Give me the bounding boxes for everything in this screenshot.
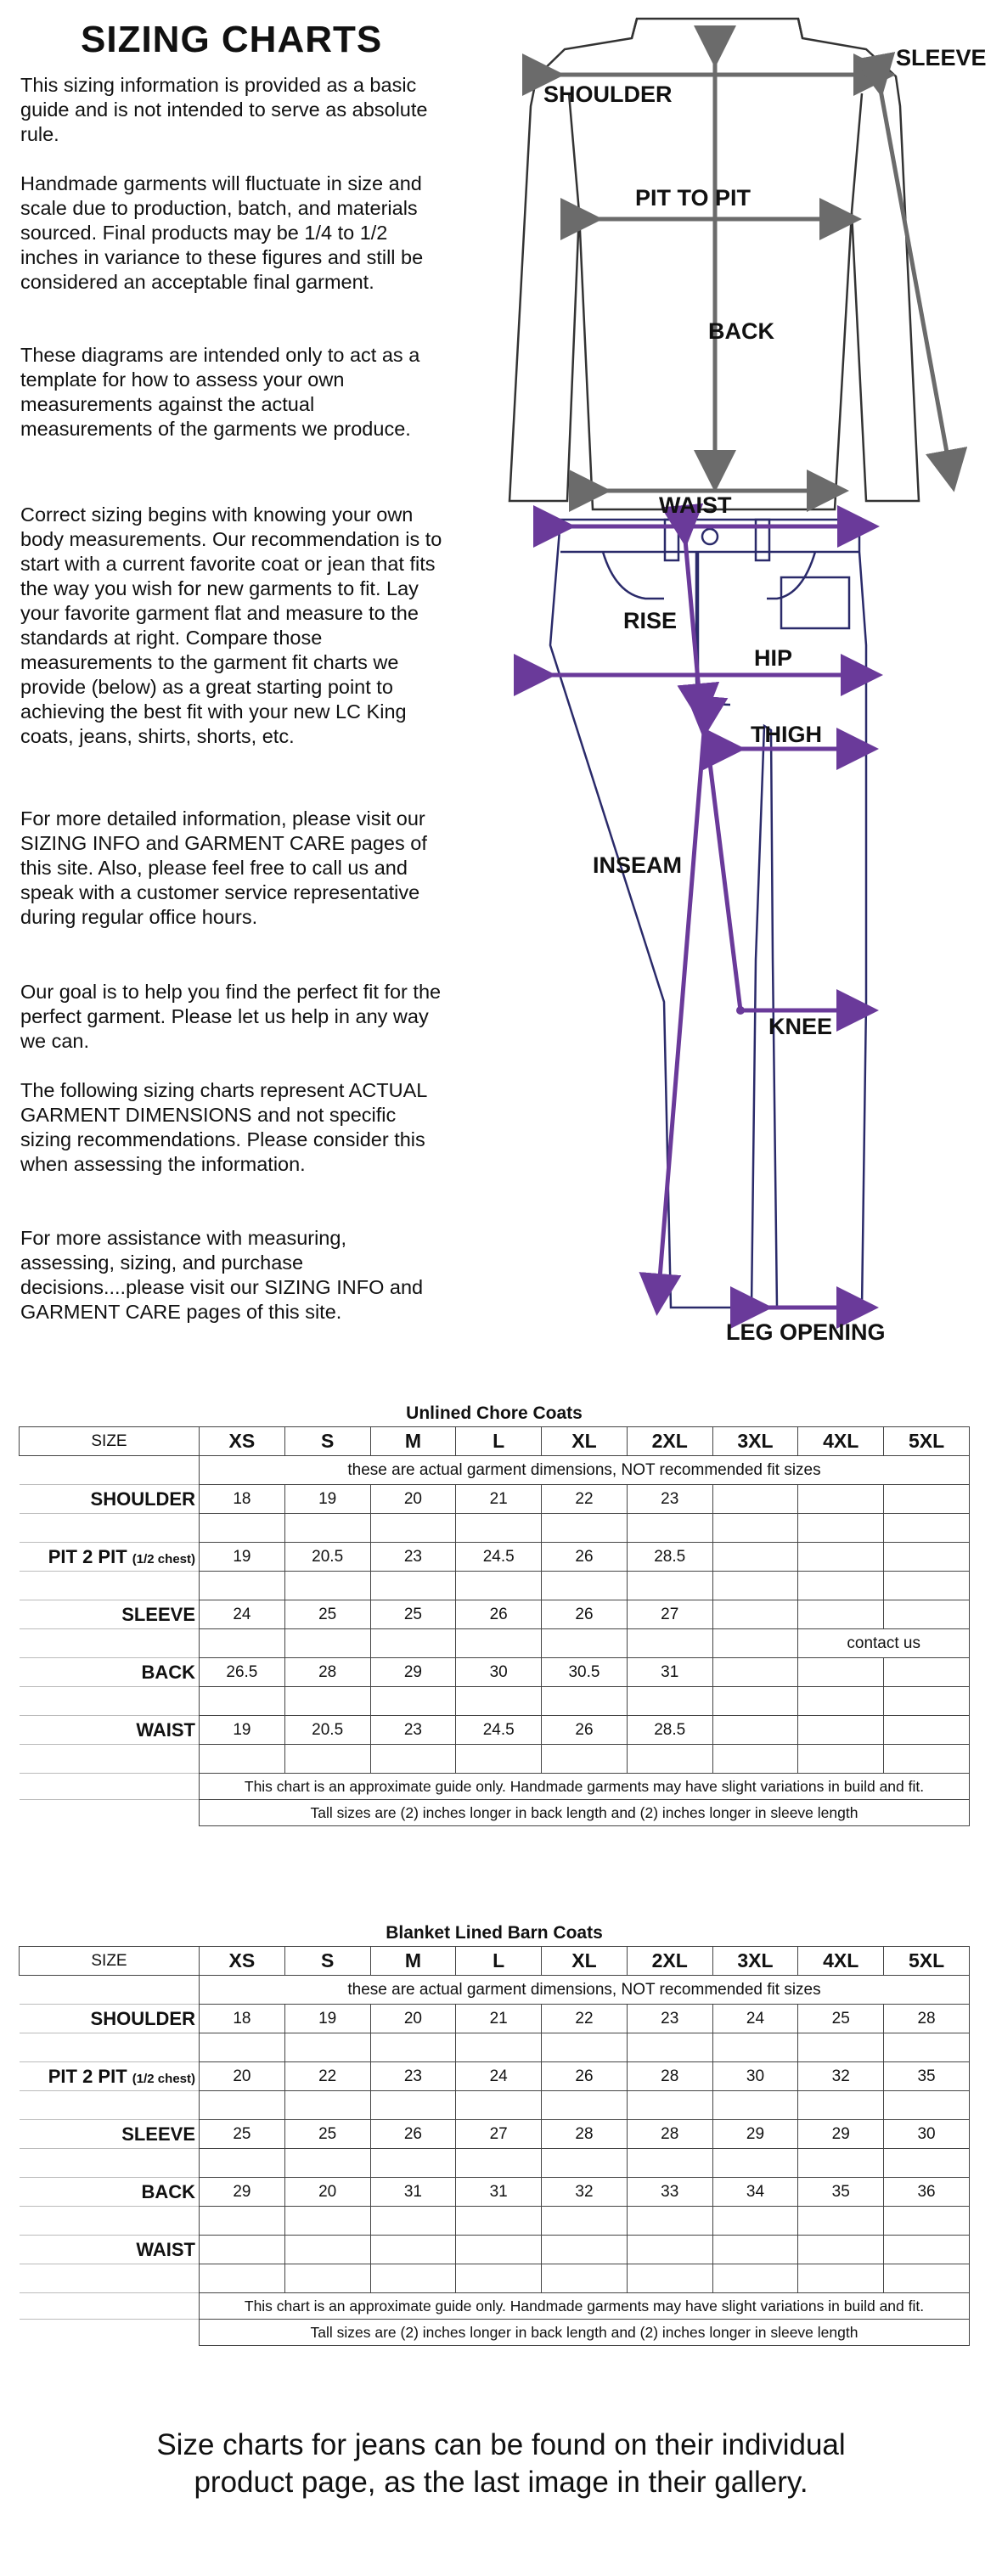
table-row [20,2178,970,2207]
size-table [19,1946,970,2346]
table-cell [798,1716,884,1745]
leg-opening-label: LEG OPENING [726,1319,886,1345]
spacer-row [20,1514,970,1543]
table-cell [712,1543,798,1572]
rise-label: RISE [623,608,678,633]
table-cell: 21 [456,1485,542,1514]
dimensions-note: these are actual garment dimensions, NOT recommended fit sizes [200,1456,970,1485]
size-label: SIZE [20,1427,200,1456]
size-l: L [456,1947,542,1976]
tall-sizes-note: Tall sizes are (2) inches longer in back length and (2) inches longer in sleeve length [200,2320,970,2346]
size-3xl: 3XL [712,1947,798,1976]
table-cell: 26 [370,2120,456,2149]
table-cell: 29 [712,2120,798,2149]
table-row [20,1716,970,1745]
table-caption: Unlined Chore Coats [406,1403,583,1423]
size-5xl: 5XL [884,1947,970,1976]
size-2xl: 2XL [627,1427,712,1456]
row-label-shoulder: SHOULDER [20,2005,200,2033]
waist-label: WAIST [659,492,732,518]
handmade-paragraph: Handmade garments will fluctuate in size and scale due to production, batch, and materials sourced. Final products may be 1/4 to 1/2 inches in variance to these figures and still be considered an acceptable final garment. [20,172,424,293]
size-xl: XL [542,1947,628,1976]
table-cell: 36 [884,2178,970,2207]
table-cell: 22 [284,2062,370,2091]
contact-us-link[interactable]: contact us [798,1629,970,1658]
table-cell [712,1600,798,1629]
spacer-row [20,1745,970,1774]
size-xl: XL [542,1427,628,1456]
footnote-row [20,1800,970,1826]
table-row [20,1543,970,1572]
table-cell [284,2236,370,2264]
table-row [20,1658,970,1687]
assistance-paragraph: For more assistance with measuring, assessing, sizing, and purchase decisions....please visit our SIZING INFO and GARMENT CARE pages of this site. [20,1227,424,1323]
table-cell: 19 [284,1485,370,1514]
table-cell [798,1485,884,1514]
table-cell: 28 [884,2005,970,2033]
table-cell: 24 [712,2005,798,2033]
table-cell: 34 [712,2178,798,2207]
table-cell: 25 [200,2120,285,2149]
unlined-chore-coats-chart [19,1401,970,1826]
table-row [20,2005,970,2033]
table-cell: 20.5 [284,1543,370,1572]
table-cell: 23 [627,2005,712,2033]
table-cell: 19 [200,1543,285,1572]
table-cell: 24 [200,1600,285,1629]
table-cell [798,2236,884,2264]
table-cell: 26.5 [200,1658,285,1687]
size-header-row [20,1427,970,1456]
size-table [19,1426,970,1826]
row-label-waist: WAIST [20,2236,200,2264]
intro-paragraph: This sizing information is provided as a basic guide and is not intended to serve as absolute rule. [20,74,428,145]
table-cell: 20.5 [284,1716,370,1745]
row-label-pit: PIT 2 PIT (1/2 chest) [20,1543,200,1572]
spacer-row [20,2091,970,2120]
table-cell: 18 [200,1485,285,1514]
spacer-row [20,2149,970,2178]
back-label: BACK [708,318,774,344]
table-cell: 28.5 [627,1543,712,1572]
table-cell: 24.5 [456,1716,542,1745]
table-cell: 30 [456,1658,542,1687]
size-5xl: 5XL [884,1427,970,1456]
table-cell: 19 [200,1716,285,1745]
spacer-row [20,2207,970,2236]
table-cell [200,2236,285,2264]
table-cell: 24.5 [456,1543,542,1572]
size-3xl: 3XL [712,1427,798,1456]
table-cell: 32 [798,2062,884,2091]
table-cell [884,1716,970,1745]
spacer-row [20,2264,970,2293]
table-cell: 33 [627,2178,712,2207]
page-title: SIZING CHARTS [81,19,383,60]
table-cell: 22 [542,1485,628,1514]
note-row [20,1456,970,1485]
row-label-back: BACK [20,2178,200,2207]
table-cell: 31 [456,2178,542,2207]
size-m: M [370,1427,456,1456]
jeans-outline [550,520,866,1308]
note-row [20,1976,970,2005]
size-m: M [370,1947,456,1976]
table-row [20,1600,970,1629]
table-row [20,2120,970,2149]
table-row [20,2062,970,2091]
table-cell: 29 [370,1658,456,1687]
table-cell: 24 [456,2062,542,2091]
table-cell: 27 [627,1600,712,1629]
table-cell: 29 [798,2120,884,2149]
table-cell: 20 [370,1485,456,1514]
table-cell: 28 [284,1658,370,1687]
table-cell: 23 [627,1485,712,1514]
table-cell: 25 [284,2120,370,2149]
table-cell: 25 [370,1600,456,1629]
pit-to-pit-label: PIT TO PIT [635,185,752,211]
table-cell: 22 [542,2005,628,2033]
table-cell: 23 [370,1543,456,1572]
size-header-row [20,1947,970,1976]
tall-sizes-note: Tall sizes are (2) inches longer in back length and (2) inches longer in sleeve length [200,1800,970,1826]
table-cell [798,1600,884,1629]
more-info-paragraph: For more detailed information, please visit our SIZING INFO and GARMENT CARE pages of this site. Also, please feel free to call us and speak with a customer service representative during regular office hours. [20,807,427,928]
row-label-waist: WAIST [20,1716,200,1745]
table-cell: 26 [542,2062,628,2091]
table-cell [542,2236,628,2264]
table-cell: 21 [456,2005,542,2033]
table-cell [884,1485,970,1514]
correct-sizing-paragraph: Correct sizing begins with knowing your own body measurements. Our recommendation is to start with a current favorite coat or jean that fits the way you wish for new garments to fit. Lay your favorite garment flat and measure to the standards at right. Compare those measurements to the garment fit charts we provide (below) as a great starting point to achieving the best fit with your new LC King coats, jeans, shirts, shorts, etc. [20,503,442,747]
table-cell: 26 [456,1600,542,1629]
table-cell: 27 [456,2120,542,2149]
size-xs: XS [200,1947,285,1976]
thigh-label: THIGH [751,722,822,747]
footnote-row [20,1774,970,1800]
row-label-back: BACK [20,1658,200,1687]
table-cell [884,2236,970,2264]
table-cell [370,2236,456,2264]
table-cell: 35 [798,2178,884,2207]
footnote-row [20,2293,970,2320]
table-cell: 28 [542,2120,628,2149]
size-xs: XS [200,1427,285,1456]
inseam-arrow-2 [705,722,740,1010]
size-4xl: 4XL [798,1427,884,1456]
table-cell [712,1716,798,1745]
spacer-row [20,1572,970,1600]
table-cell: 18 [200,2005,285,2033]
inseam-label: INSEAM [593,852,683,878]
approximate-guide-note: This chart is an approximate guide only. Handmade garments may have slight variations in build and fit. [200,2293,970,2320]
table-cell: 26 [542,1716,628,1745]
sleeve-label: SLEEVE [896,45,987,70]
row-label-shoulder: SHOULDER [20,1485,200,1514]
table-cell: 23 [370,1716,456,1745]
table-cell: 30.5 [542,1658,628,1687]
size-l: L [456,1427,542,1456]
table-cell [884,1600,970,1629]
table-cell: 26 [542,1543,628,1572]
table-row [20,2236,970,2264]
knee-label: KNEE [768,1014,833,1039]
row-label-sleeve: SLEEVE [20,1600,200,1629]
table-cell: 25 [284,1600,370,1629]
table-cell: 20 [370,2005,456,2033]
table-cell: 23 [370,2062,456,2091]
approximate-guide-note: This chart is an approximate guide only. Handmade garments may have slight variations in build and fit. [200,1774,970,1800]
row-label-pit: PIT 2 PIT (1/2 chest) [20,2062,200,2091]
size-4xl: 4XL [798,1947,884,1976]
table-cell [884,1658,970,1687]
table-cell [456,2236,542,2264]
table-cell: 28 [627,2062,712,2091]
jeans-size-chart-note [0,2427,1002,2501]
table-cell [712,1485,798,1514]
shoulder-label: SHOULDER [543,82,673,107]
table-cell: 19 [284,2005,370,2033]
table-cell: 31 [370,2178,456,2207]
footnote-row [20,2320,970,2346]
table-cell: 30 [712,2062,798,2091]
table-cell: 31 [627,1658,712,1687]
table-caption: Blanket Lined Barn Coats [386,1923,603,1943]
table-cell [798,1543,884,1572]
table-cell: 28.5 [627,1716,712,1745]
size-s: S [284,1427,370,1456]
table-cell [884,1543,970,1572]
charts-represent-paragraph: The following sizing charts represent ACTUAL GARMENT DIMENSIONS and not specific sizing recommendations. Please consider this when assessing the information. [20,1079,427,1175]
table-cell [798,1658,884,1687]
template-paragraph: These diagrams are intended only to act as a template for how to assess your own measurements against the actual measurements of the garments we produce. [20,344,420,440]
table-cell: 20 [284,2178,370,2207]
table-cell: 20 [200,2062,285,2091]
table-cell: 25 [798,2005,884,2033]
spacer-row [20,1687,970,1716]
table-cell: 29 [200,2178,285,2207]
table-cell: 30 [884,2120,970,2149]
table-cell [712,1658,798,1687]
row-label-sleeve: SLEEVE [20,2120,200,2149]
size-label: SIZE [20,1947,200,1976]
size-s: S [284,1947,370,1976]
table-cell: 32 [542,2178,628,2207]
spacer-row [20,2033,970,2062]
hip-label: HIP [754,645,793,671]
footer-line-2: product page, as the last image in their gallery. [194,2466,808,2499]
table-cell: 35 [884,2062,970,2091]
goal-paragraph: Our goal is to help you find the perfect fit for the perfect garment. Please let us help in any way we can. [20,981,442,1052]
blanket-lined-barn-coats-chart [19,1921,970,2346]
table-cell [712,2236,798,2264]
spacer-row [20,1629,970,1658]
size-2xl: 2XL [627,1947,712,1976]
table-cell [627,2236,712,2264]
dimensions-note: these are actual garment dimensions, NOT recommended fit sizes [200,1976,970,2005]
table-row [20,1485,970,1514]
table-cell: 28 [627,2120,712,2149]
table-cell: 26 [542,1600,628,1629]
footer-line-1: Size charts for jeans can be found on their individual [156,2428,846,2461]
